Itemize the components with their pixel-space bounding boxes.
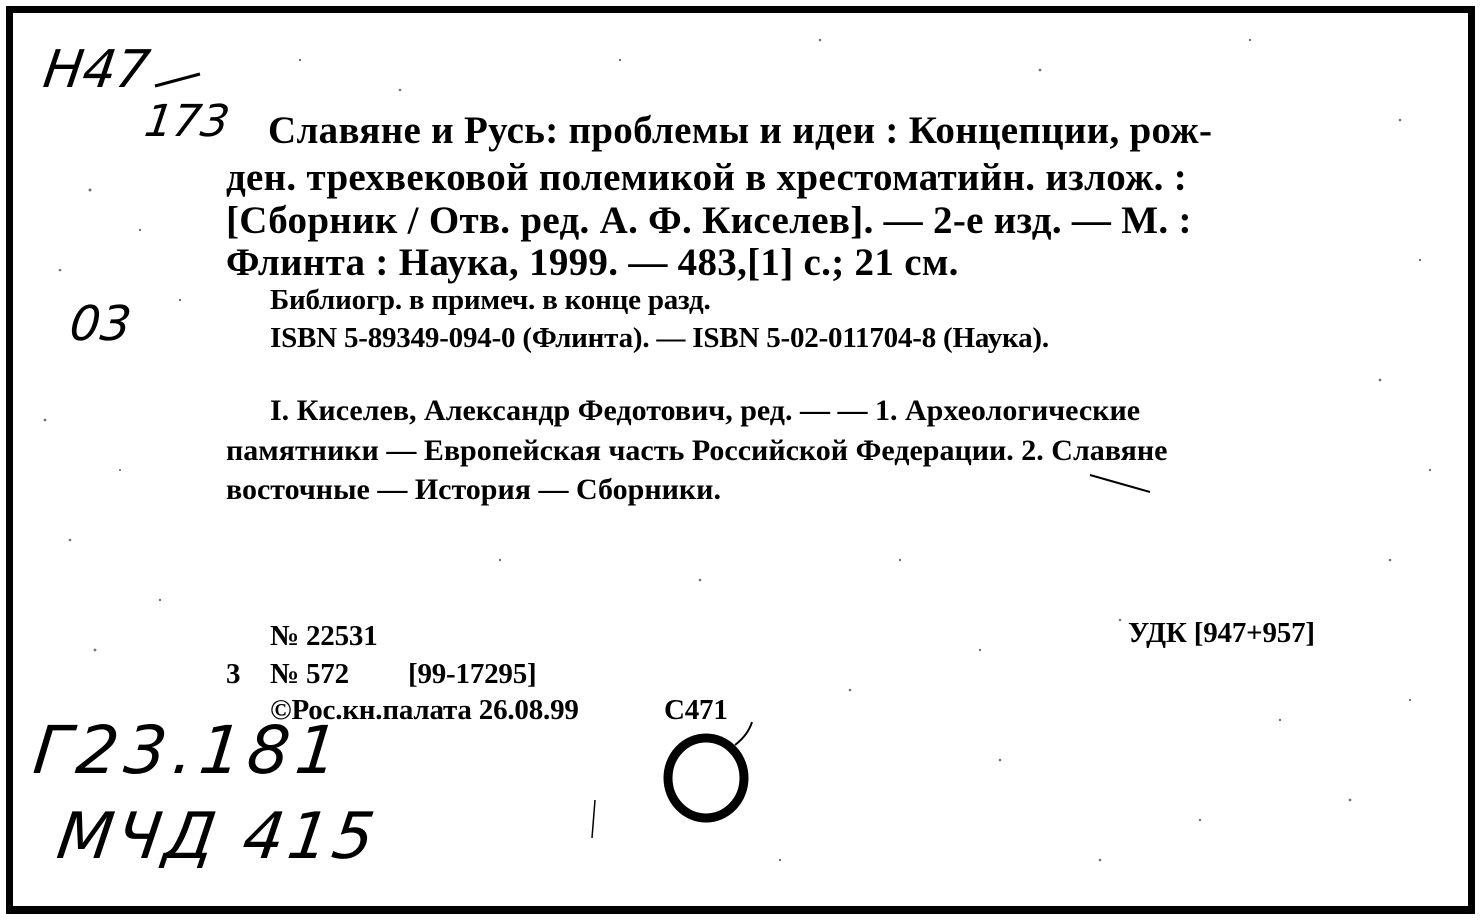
tracing-line-3: восточные — История — Сборники.	[226, 473, 721, 506]
book-chamber-imprint: ©Рос.кн.палата 26.08.99	[270, 694, 579, 726]
handwritten-mark-top-sub: 173	[141, 96, 233, 147]
secondary-number: № 572	[270, 658, 349, 690]
bibliography-note: Библиогр. в примеч. в конце разд.	[270, 284, 711, 316]
description-line-3: [Сборник / Отв. ред. А. Ф. Киселев]. — 2-е изд. — М. :	[226, 199, 1192, 242]
handwritten-mark-top: Н47	[39, 40, 154, 100]
tracing-line-2: памятники — Европейская часть Российской Федерации. 2. Славяне	[226, 434, 1168, 467]
stamp-code: С471	[664, 694, 728, 726]
handwritten-mark-bottom-1: Г23.181	[29, 712, 348, 789]
handwritten-mark-middle: 03	[67, 296, 135, 352]
description-line-1: Славяне и Русь: проблемы и идеи : Концепции, рож-	[268, 109, 1213, 152]
copies-count: 3	[226, 658, 241, 690]
order-code: [99-17295]	[408, 658, 537, 690]
tracing-line-1: I. Киселев, Александр Федотович, ред. — — 1. Археологические	[270, 394, 1141, 427]
description-line-4: Флинта : Наука, 1999. — 483,[1] с.; 21 см.	[226, 241, 959, 284]
description-line-2: ден. трехвековой полемикой в хрестоматийн. излож. :	[226, 156, 1188, 199]
udc-index: УДК [947+957]	[1128, 617, 1315, 649]
isbn-note: ISBN 5-89349-094-0 (Флинта). — ISBN 5-02-011704-8 (Наука).	[270, 322, 1049, 354]
handwritten-mark-bottom-2: МЧД 415	[52, 800, 383, 874]
card-number: № 22531	[270, 620, 378, 652]
